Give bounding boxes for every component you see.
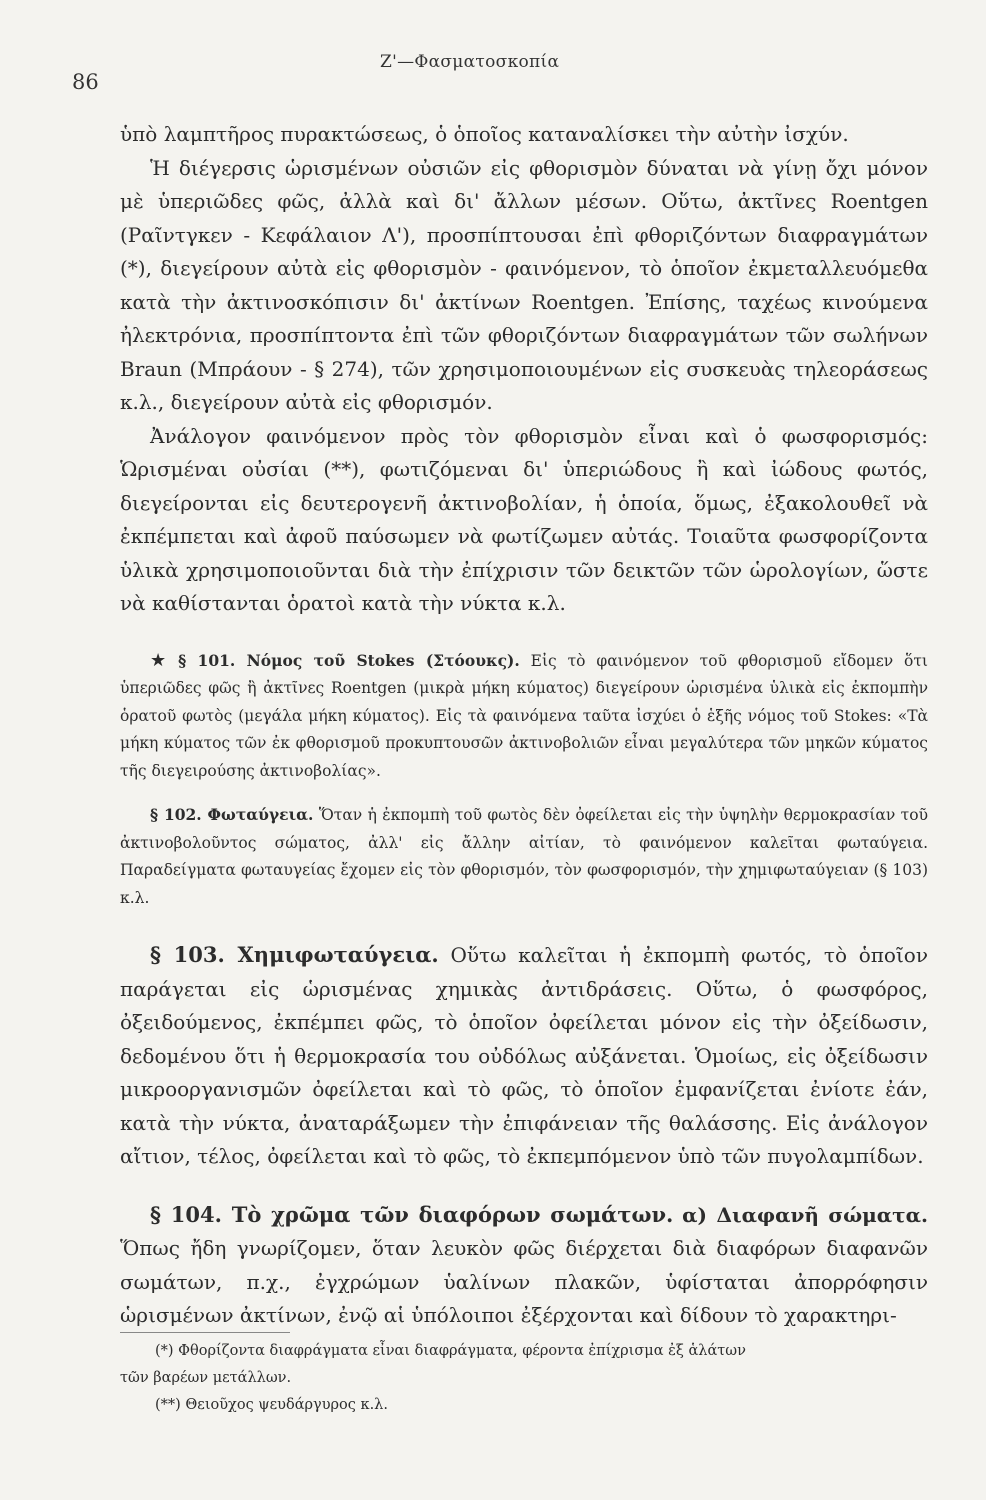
footnote-1-line-1: (*) Φθορίζοντα διαφράγματα εἶναι διαφράγματα, φέροντα ἐπίχρισμα ἐξ ἁλάτων	[155, 1343, 746, 1359]
section-102-heading: § 102. Φωταύγεια.	[150, 805, 314, 824]
section-103	[120, 938, 928, 1174]
footnote-1-line-2: τῶν βαρέων μετάλλων.	[120, 1370, 292, 1386]
body-text	[120, 118, 928, 1333]
section-102	[120, 801, 928, 912]
page-number: 86	[72, 70, 99, 94]
section-104-heading: § 104. Τὸ χρῶμα τῶν διαφόρων σωμάτων.	[150, 1201, 674, 1227]
star-icon: ★	[150, 649, 173, 671]
paragraph-excitation: Ἡ διέγερσις ὡρισμένων οὐσιῶν εἰς φθορισμὸν δύναται νὰ γίνῃ ὄχι μόνον μὲ ὑπεριῶδες φῶς, ἀλλὰ καὶ δι' ἄλλων μέσων. Οὕτω, ἀκτῖνες Roentgen (Ραῖντγκεν - Κεφάλαιον Λ'), προσπίπτουσαι ἐπὶ φθοριζόντων διαφραγμάτων (*), διεγείρουν αὐτὰ εἰς φθορισμὸν - φαινόμενον, τὸ ὁποῖον ἐκμεταλλευόμεθα κατὰ τὴν ἀκτινοσκόπισιν δι' ἀκτίνων Roentgen. Ἐπίσης, ταχέως κινούμενα ἠλεκτρόνια, προσπίπτοντα ἐπὶ τῶν φθοριζόντων διαφραγμάτων τῶν σωλήνων Braun (Μπράουν - § 274), τῶν χρησιμοποιουμένων εἰς συσκευὰς τηλεοράσεως κ.λ., διεγείρουν αὐτὰ εἰς φθορισμόν.	[120, 155, 928, 414]
footnotes	[120, 1338, 925, 1419]
section-104-body	[120, 1198, 928, 1333]
paragraph-phosphorescence: Ἀνάλογον φαινόμενον πρὸς τὸν φθορισμὸν εἶναι καὶ ὁ φωσφορισμός: Ὡρισμέναι οὐσίαι (**), φωτιζόμεναι δι' ὑπεριώδους ἢ καὶ ἰώδους φωτός, διεγείρονται εἰς δευτερογενῆ ἀκτινοβολίαν, ἡ ὁποία, ὅμως, ἐξακολουθεῖ νὰ ἐκπέμπεται καὶ ἀφοῦ παύσωμεν νὰ φωτίζωμεν αὐτάς. Τοιαῦτα φωσφορίζοντα ὑλικὰ χρησιμοποιοῦνται διὰ τὴν ἐπίχρισιν τῶν δεικτῶν τῶν ὡρολογίων, ὥστε νὰ καθίστανται ὁρατοὶ κατὰ τὴν νύκτα κ.λ.	[120, 423, 928, 615]
section-101-text: Εἰς τὸ φαινόμενον τοῦ φθορισμοῦ εἴδομεν ὅτι ὑπεριῶδες φῶς ἢ ἀκτῖνες Roentgen (μικρὰ μήκη κύματος) διεγείρουν ὡρισμένα ὑλικὰ εἰς ἐκπομπὴν ὁρατοῦ φωτὸς (μεγάλα μήκη κύματος). Εἰς τὰ φαινόμενα ταῦτα ἰσχύει ὁ ἑξῆς νόμος τοῦ Stokes: «Τὰ μήκη κύματος τῶν ἐκ φθορισμοῦ προκυπτουσῶν ἀκτινοβολιῶν εἶναι μεγαλύτερα τῶν μηκῶν κύματος τῆς διεγειρούσης ἀκτινοβολίας».	[120, 651, 929, 780]
section-101-body	[120, 647, 928, 786]
section-103-body	[120, 938, 928, 1174]
footnote-2: (**) Θειοῦχος ψευδάργυρος κ.λ.	[155, 1397, 388, 1413]
running-header: Ζ'—Φασματοσκοπία	[380, 52, 560, 72]
section-104	[120, 1198, 928, 1333]
section-104-text: Ὅπως ἤδη γνωρίζομεν, ὅταν λευκὸν φῶς διέρχεται διὰ διαφόρων διαφανῶν σωμάτων, π.χ., ἐγχρώμων ὑαλίνων πλακῶν, ὑφίσταται ἀπορρόφησιν ὡρισμένων ἀκτίνων, ἐνῷ αἱ ὑπόλοιποι ἐξέρχονται καὶ δίδουν τὸ χαρακτηρι-	[120, 1236, 928, 1327]
paragraph-continuation: ὑπὸ λαμπτῆρος πυρακτώσεως, ὁ ὁποῖος καταναλίσκει τὴν αὐτὴν ἰσχύν.	[120, 122, 849, 146]
section-103-heading: § 103. Χημιφωταύγεια.	[150, 942, 439, 967]
footnote-rule	[120, 1332, 290, 1333]
section-101-heading: § 101. Νόμος τοῦ Stokes (Στόουκς).	[178, 650, 520, 670]
section-102-text: Ὅταν ἡ ἐκπομπὴ τοῦ φωτὸς δὲν ὀφείλεται εἰς τὴν ὑψηλὴν θερμοκρασίαν τοῦ ἀκτινοβολοῦντος σώματος, ἀλλ' εἰς ἄλλην αἰτίαν, τὸ φαινόμενον καλεῖται φωταύγεια. Παραδείγματα φωταυγείας ἔχομεν εἰς τὸν φθορισμόν, τὸν φωσφορισμόν, τὴν χημιφωταύγειαν (§ 103) κ.λ.	[120, 806, 928, 907]
section-104-subheading: α) Διαφανῆ σώματα.	[682, 1202, 928, 1227]
section-101	[120, 647, 928, 786]
section-102-body	[120, 801, 928, 912]
section-103-text: Οὕτω καλεῖται ἡ ἐκπομπὴ φωτός, τὸ ὁποῖον παράγεται εἰς ὡρισμένας χημικὰς ἀντιδράσεις. Οὕτω, ὁ φωσφόρος, ὀξειδούμενος, ἐκπέμπει φῶς, τὸ ὁποῖον ὀφείλεται μόνον εἰς τὴν ὀξείδωσιν, δεδομένου ὅτι ἡ θερμοκρασία του οὐδόλως αὐξάνεται. Ὁμοίως, εἰς ὀξείδωσιν μικροοργανισμῶν ὀφείλεται καὶ τὸ φῶς, τὸ ὁποῖον ἐμφανίζεται ἐνίοτε ἐάν, κατὰ τὴν νύκτα, ἀναταράξωμεν τὴν ἐπιφάνειαν τῆς θαλάσσης. Εἰς ἀνάλογον αἴτιον, τέλος, ὀφείλεται καὶ τὸ φῶς, τὸ ἐκπεμπόμενον ὑπὸ τῶν πυγολαμπίδων.	[120, 943, 929, 1168]
